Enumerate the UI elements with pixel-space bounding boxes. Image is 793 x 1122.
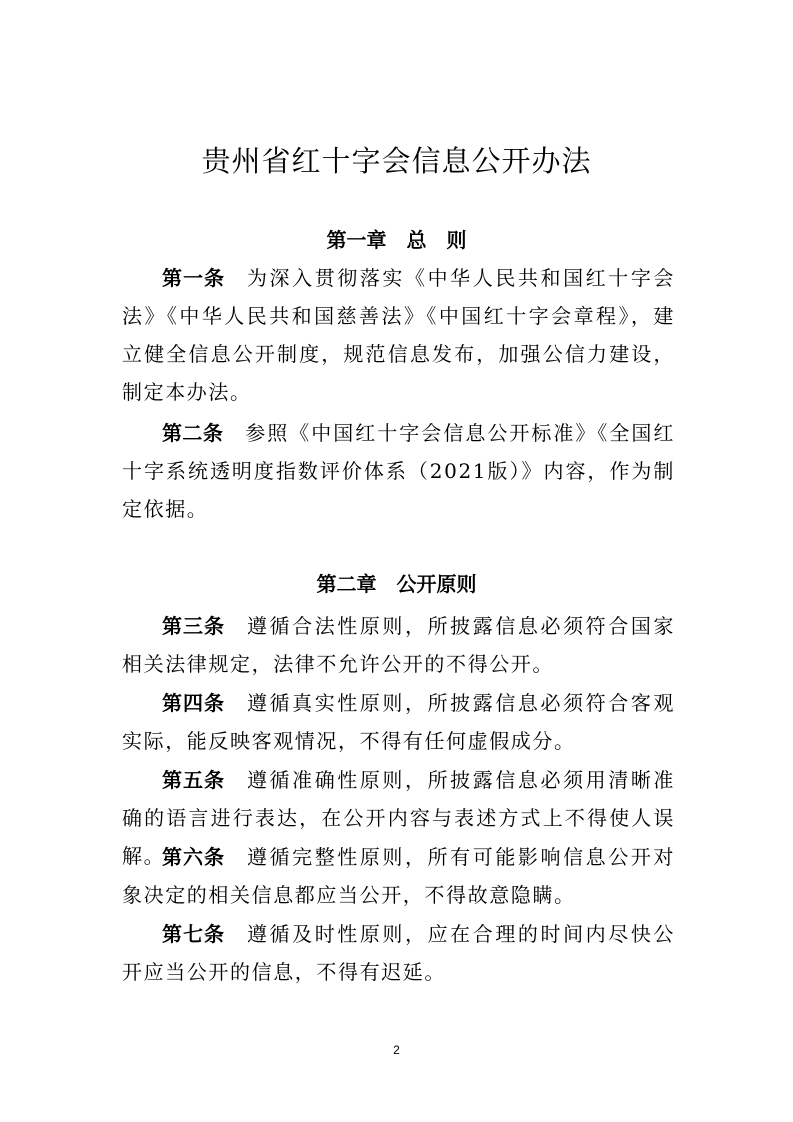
article-label: 第三条: [162, 614, 225, 638]
page-number: 2: [393, 1043, 400, 1057]
article-3: [122, 607, 675, 683]
article-label: 第四条: [162, 691, 225, 715]
article-6: [122, 838, 675, 914]
article-text: 遵循准确性原则，所披露信息必须用清晰准确的语言进行表达，在公开内容与表述方式上不得使人误解。: [122, 768, 676, 868]
article-text: 遵循及时性原则，应在合理的时间内尽快公开应当公开的信息，不得有迟延。: [122, 922, 676, 984]
article-text: 遵循真实性原则，所披露信息必须符合客观实际，能反映客观情况，不得有任何虚假成分。: [122, 691, 676, 753]
article-text: 为深入贯彻落实《中华人民共和国红十字会法》《中华人民共和国慈善法》《中国红十字会章程》，建立健全信息公开制度，规范信息发布，加强公信力建设，制定本办法。: [122, 266, 676, 404]
article-label: 第五条: [162, 768, 225, 792]
article-label: 第七条: [162, 922, 225, 946]
article-label: 第六条: [162, 845, 225, 869]
document-title: 贵州省红十字会信息公开办法: [201, 144, 592, 178]
article-7: [122, 915, 675, 991]
article-1: [122, 259, 675, 411]
article-2: [122, 414, 675, 528]
article-label: 第一条: [162, 266, 225, 290]
chapter-title-1: 第一章 总 则: [326, 228, 467, 252]
article-label: 第二条: [162, 421, 224, 445]
article-4: [122, 684, 675, 760]
chapter-title-2: 第二章 公开原则: [316, 572, 477, 596]
article-text: 参照《中国红十字会信息公开标准》《全国红十字系统透明度指数评价体系（2021版）》内容，作为制定依据。: [122, 421, 676, 521]
article-text: 遵循合法性原则，所披露信息必须符合国家相关法律规定，法律不允许公开的不得公开。: [122, 614, 676, 676]
article-text: 遵循完整性原则，所有可能影响信息公开对象决定的相关信息都应当公开，不得故意隐瞒。: [122, 845, 676, 907]
